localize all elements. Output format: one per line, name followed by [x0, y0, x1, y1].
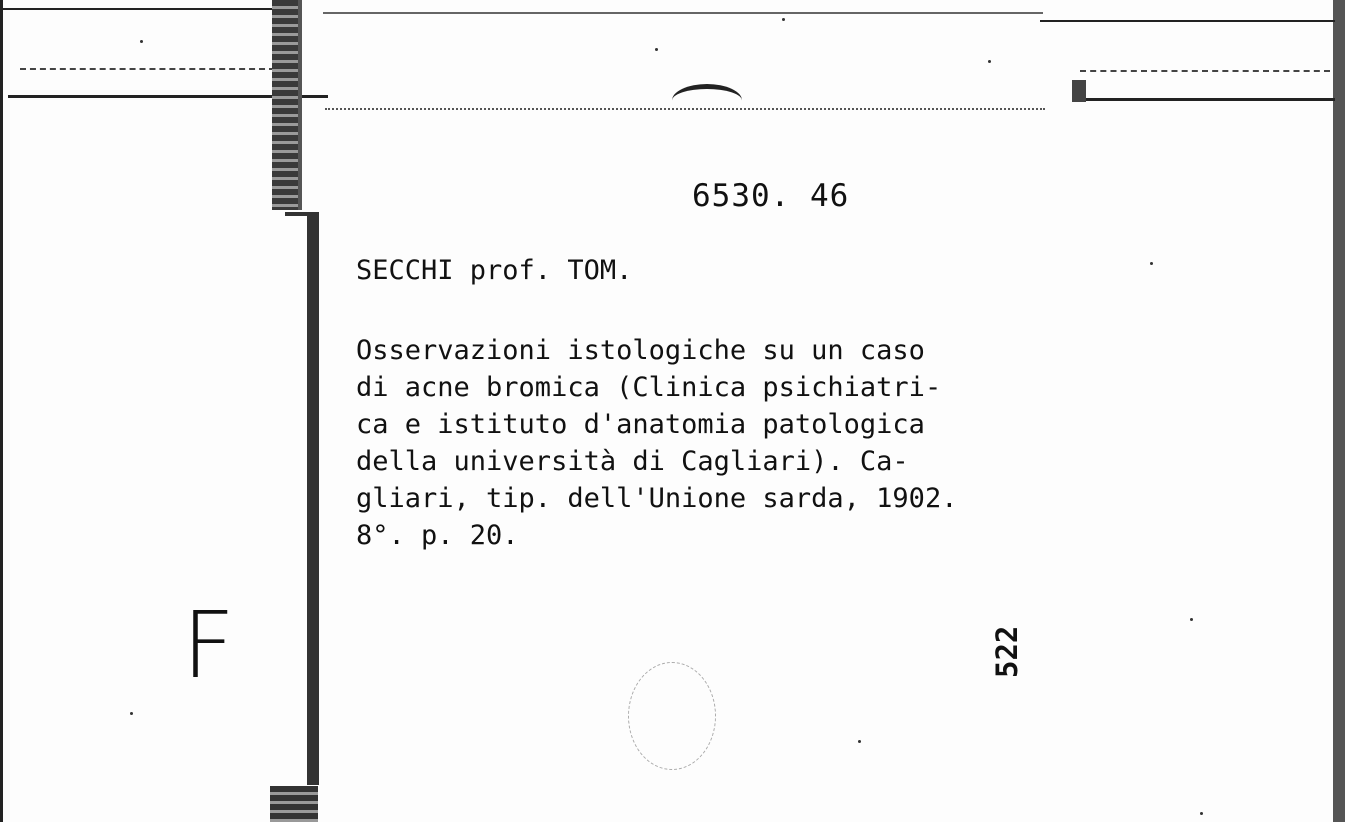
top-rule-right [1040, 20, 1335, 22]
top-tab-border [323, 12, 1043, 14]
speck [858, 740, 861, 743]
top-dashed-rule-left [20, 68, 275, 70]
call-number: 6530. 46 [692, 178, 850, 214]
description-line: di acne bromica (Clinica psichiatri- [356, 372, 942, 403]
description-line: gliari, tip. dell'Unione sarda, 1902. [356, 483, 958, 514]
card-left-edge [307, 215, 319, 785]
top-rule-left [0, 8, 280, 10]
clip-strip-lower [270, 786, 318, 822]
bibliographic-description [356, 332, 1076, 554]
clip-strip-upper [272, 0, 300, 210]
faint-circle-stamp [628, 662, 716, 770]
speck [655, 48, 658, 51]
description-line: della università di Cagliari). Ca- [356, 446, 909, 477]
left-page-border [0, 0, 3, 822]
description-line: ca e istituto d'anatomia patologica [356, 409, 925, 440]
speck [1190, 618, 1193, 621]
clip-strip-inner [298, 0, 302, 210]
mid-rule-right [1085, 98, 1335, 101]
card-left-edge-top [285, 212, 319, 216]
speck [988, 60, 991, 63]
speck [782, 18, 785, 21]
description-line: 8°. p. 20. [356, 520, 519, 551]
handwritten-margin-letter: F [182, 592, 235, 699]
speck [1150, 262, 1153, 265]
rotated-side-number: 522 [990, 625, 1024, 678]
author-heading: SECCHI prof. TOM. [356, 255, 633, 286]
top-dashed-rule-right [1080, 70, 1330, 72]
speck [1200, 812, 1203, 815]
right-page-border [1333, 0, 1345, 822]
speck [140, 40, 143, 43]
description-line: Osservazioni istologiche su un caso [356, 335, 925, 366]
speck [130, 712, 133, 715]
right-tab-block [1072, 80, 1086, 102]
tear-mark [672, 84, 742, 117]
